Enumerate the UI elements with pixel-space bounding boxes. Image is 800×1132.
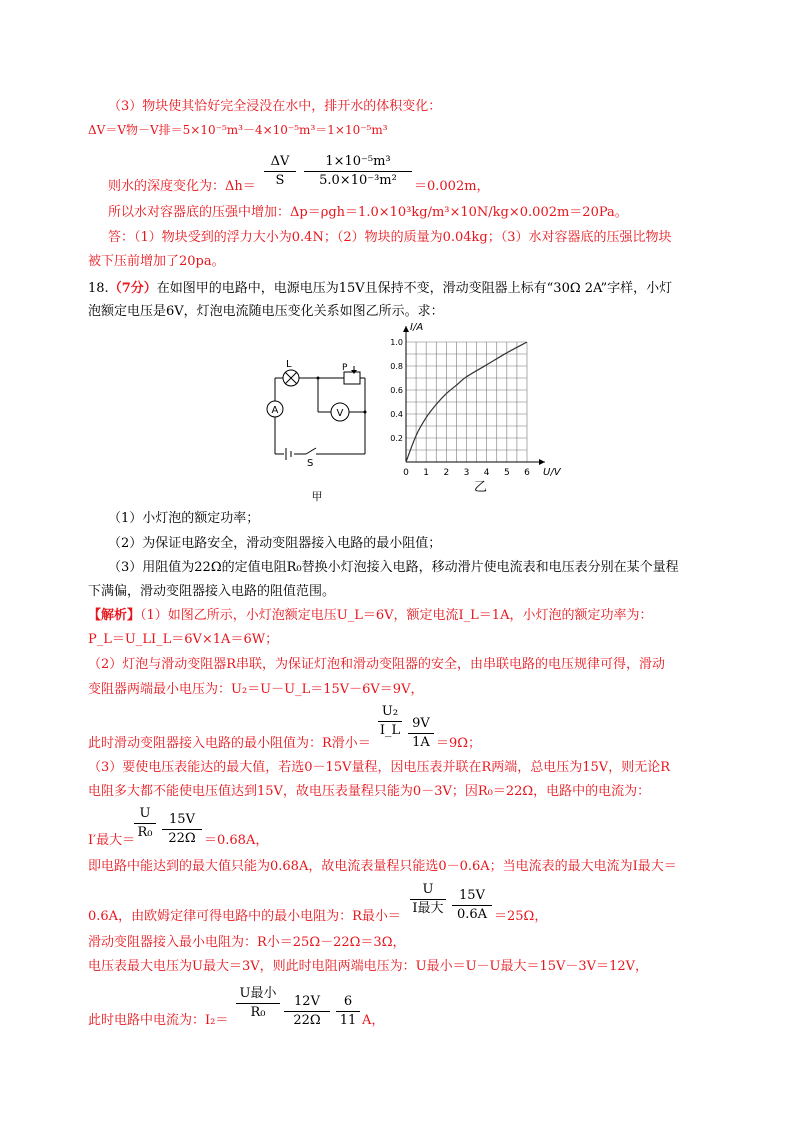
- part3-volume-change: ΔV＝V物－V排＝5×10⁻⁵m³－4×10⁻⁵m³＝1×10⁻⁵m³: [88, 123, 388, 137]
- sol3-num1: U: [139, 806, 151, 821]
- dh-fraction-symbolic: [264, 154, 296, 189]
- sol3-fraction-numeric: [162, 812, 202, 847]
- label-ammeter: A: [271, 405, 279, 416]
- question-number: 18.: [88, 281, 109, 296]
- dh-result: ＝0.002m，: [414, 179, 490, 194]
- sol3-fraction-current-numeric: [284, 994, 330, 1029]
- solution-1-text: （1）如图乙所示，小灯泡额定电压U_L＝6V，额定电流I_L＝1A，小灯泡的额定功率为：: [140, 608, 653, 623]
- sol3-fraction-current-symbolic: [236, 986, 280, 1021]
- x-tick-label: 1: [423, 468, 430, 478]
- solution-line-1: [88, 607, 652, 625]
- sub-question-3-line-1: （3）用阻值为22Ω的定值电阻R₀替换小灯泡接入电路，移动滑片使电流表和电压表分别在某个量程: [108, 560, 679, 575]
- solution-2-line-2: 变阻器两端最小电压为：U₂＝U－U_L＝15V－6V＝9V，: [88, 682, 424, 697]
- sol3-den2: 22Ω: [168, 831, 196, 846]
- solution-3-line-1: （3）要使电压表能达的最大值，若选0－15V量程，因电压表并联在R两端，总电压为15V，则无论R: [88, 760, 670, 775]
- label-slider: P: [342, 363, 348, 373]
- chart-y-label: I/A: [410, 322, 424, 333]
- sol3-fraction-resistance-symbolic: [410, 882, 446, 917]
- current-voltage-chart: [390, 318, 580, 494]
- sol3-num6: 12V: [294, 994, 320, 1009]
- sol2-fraction-numeric: [408, 716, 434, 751]
- solution-3-line-2: 电阻多大都不能使电压值达到15V，故电压表量程只能为0－3V；因R₀＝22Ω，电路中的电流为：: [88, 784, 651, 799]
- analysis-tag: 【解析】: [88, 608, 141, 623]
- sol3-num5: U最小: [239, 986, 277, 1001]
- sol2-num2: 9V: [412, 716, 430, 731]
- y-tick-label: 0.8: [390, 362, 403, 371]
- y-axis-arrow-icon: [403, 326, 409, 332]
- chart-grid: [406, 342, 527, 462]
- sol3-fraction-current-result: [336, 994, 360, 1029]
- chart-axes: [403, 326, 545, 465]
- circuit-diagram: [258, 358, 376, 508]
- sol2-den2: 1A: [412, 735, 430, 750]
- sol3-den3: I最大: [412, 901, 444, 916]
- chart-caption: 乙: [473, 480, 488, 494]
- y-tick-label: 1.0: [390, 338, 403, 347]
- dh-den1: S: [275, 173, 285, 188]
- question-points: （7分）: [108, 281, 157, 296]
- solution-3-min-resistance-prefix: 0.6A，由欧姆定律可得电路中的最小电阻为：R最小＝: [88, 909, 401, 924]
- sol3-fraction-symbolic: [134, 806, 156, 841]
- solution-3-line-6: 电压表最大电压为U最大＝3V，则此时电阻两端电压为：U最小＝U－U最大＝15V－3V＝12V，: [88, 959, 649, 974]
- y-tick-label: 0.6: [390, 386, 403, 395]
- sub-question-2: （2）为保证电路安全，滑动变阻器接入电路的最小阻值；: [108, 536, 442, 551]
- solution-2-line-1: （2）灯泡与滑动变阻器R串联，为保证灯泡和滑动变阻器的安全，由串联电路的电压规律可得，滑动: [88, 657, 666, 672]
- x-tick-label: 2: [443, 468, 450, 478]
- solution-3-line-7-result: A，: [362, 1013, 385, 1028]
- chart-x-label: U/V: [543, 467, 561, 478]
- circuit-caption: 甲: [311, 490, 323, 503]
- label-voltmeter: V: [336, 408, 344, 419]
- solution-3-current-prefix: I′最大＝: [88, 833, 136, 848]
- solution-1-power: P_L＝U_LI_L＝6V×1A＝6W；: [88, 632, 279, 647]
- sol3-fraction-resistance-numeric: [452, 888, 492, 923]
- dh-fraction-numeric: [304, 154, 412, 189]
- question-18-line-1: [88, 280, 672, 298]
- question-text: 在如图甲的电路中，电源电压为15V且保持不变，滑动变阻器上标有“30Ω 2A”字样，小灯: [156, 281, 673, 296]
- y-tick-label: 0.2: [390, 434, 403, 443]
- sol3-den1: R₀: [137, 825, 153, 840]
- solution-3-current-result: ＝0.68A，: [204, 833, 269, 848]
- label-lamp: L: [286, 359, 292, 370]
- pressure-increase-line: 所以水对容器底的压强中增加：Δp＝ρgh＝1.0×10³kg/m³×10N/kg×0.002m＝20Pa。: [108, 205, 628, 220]
- y-tick-label: 0.4: [390, 410, 403, 419]
- label-switch: S: [307, 458, 314, 469]
- sub-question-1: （1）小灯泡的额定功率；: [108, 511, 260, 526]
- dh-prefix: 则水的深度变化为：Δh＝: [108, 179, 256, 194]
- sol3-num7: 6: [343, 994, 353, 1009]
- chart-ticks: [390, 338, 530, 478]
- x-tick-label: 4: [483, 468, 490, 478]
- question-18-line-2: 泡额定电压是6V，灯泡电流随电压变化关系如图乙所示。求：: [88, 304, 444, 319]
- answer-line-1: 答：（1）物块受到的浮力大小为0.4N；（2）物块的质量为0.04kg；（3）水对容器底的压强比物块: [108, 230, 672, 245]
- sol3-den4: 0.6A: [456, 907, 488, 922]
- sol3-num3: U: [422, 882, 434, 897]
- x-tick-label: 5: [503, 468, 510, 478]
- dh-num2: 1×10⁻⁵m³: [325, 154, 391, 169]
- solution-3-line-5: 滑动变阻器接入最小电阻为：R小＝25Ω－22Ω＝3Ω，: [88, 935, 406, 950]
- sol3-den6: 22Ω: [293, 1013, 321, 1028]
- sub-question-3-line-2: 下满偏，滑动变阻器接入电路的阻值范围。: [88, 584, 336, 599]
- sol3-num2: 15V: [169, 812, 195, 827]
- dh-den2: 5.0×10⁻³m²: [319, 173, 397, 188]
- solution-3-line-3: 即电路中能达到的最大值只能为0.68A，故电流表量程只能选0－0.6A；当电流表的最大电流为I最大＝: [88, 859, 677, 874]
- sol3-den5: R₀: [250, 1005, 266, 1020]
- sol2-fraction-symbolic: [378, 704, 402, 739]
- x-tick-label: 3: [463, 468, 470, 478]
- x-tick-label: 0: [403, 468, 409, 478]
- solution-2-prefix: 此时滑动变阻器接入电路的最小阻值为：R滑小＝: [88, 736, 371, 751]
- x-axis-arrow-icon: [539, 459, 545, 465]
- dh-num1: ΔV: [270, 154, 290, 169]
- solution-3-line-7-prefix: 此时电路中电流为：I₂＝: [88, 1013, 229, 1028]
- solution-2-result: ＝9Ω；: [436, 736, 482, 751]
- answer-line-2: 被下压前增加了20pa。: [88, 254, 225, 269]
- solution-3-min-resistance-result: ＝25Ω，: [494, 909, 548, 924]
- x-tick-label: 6: [524, 468, 530, 478]
- sol3-num4: 15V: [459, 888, 485, 903]
- sol3-den7: 11: [339, 1013, 357, 1028]
- sol2-den1: I_L: [379, 723, 401, 738]
- part3-heading: （3）物块使其恰好完全浸没在水中，排开水的体积变化：: [108, 99, 442, 114]
- sol2-num1: U₂: [381, 704, 399, 719]
